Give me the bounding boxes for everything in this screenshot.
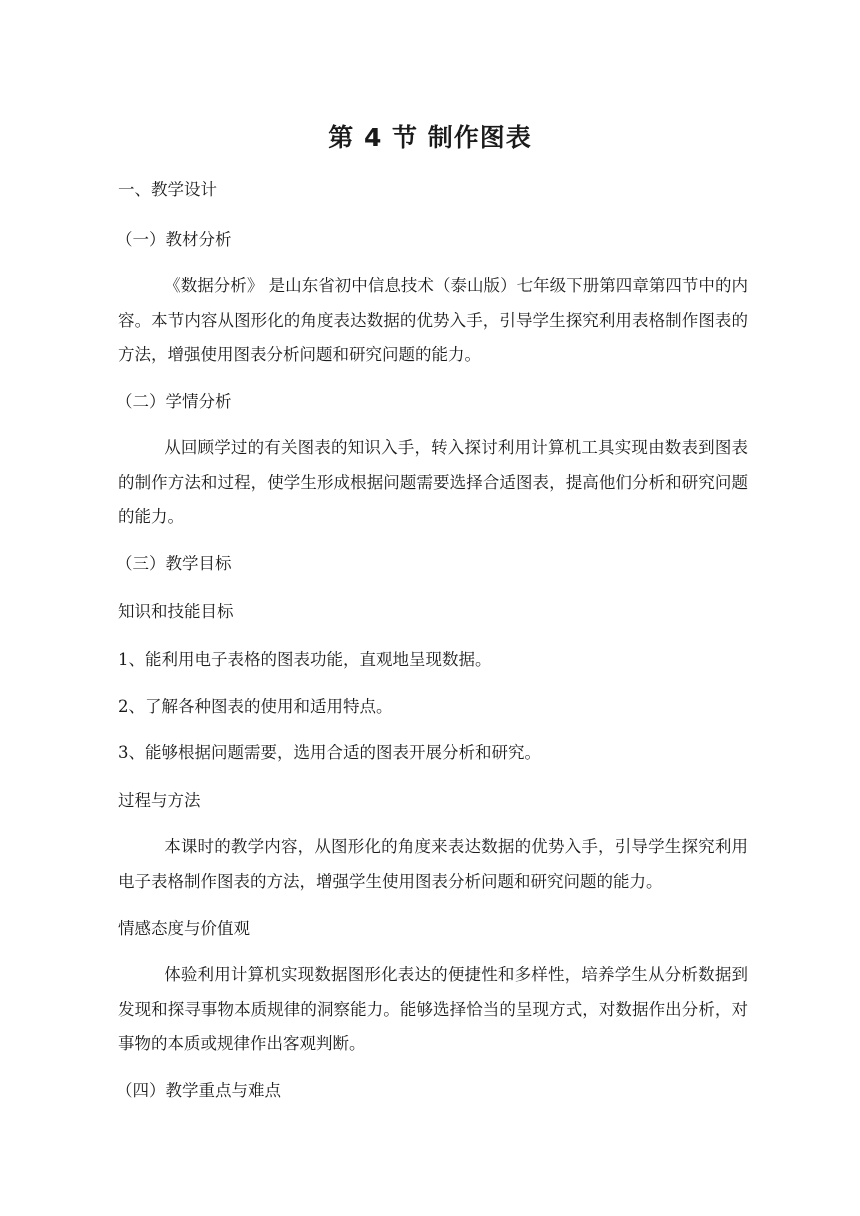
- heading-teaching-design: 一、教学设计: [118, 180, 217, 199]
- knowledge-skills-heading: 知识和技能目标: [118, 602, 234, 621]
- page-title: 第 4 节 制作图表: [328, 123, 532, 152]
- section-heading-teaching-goals: （三）教学目标: [116, 554, 232, 573]
- process-method-heading: 过程与方法: [118, 791, 201, 810]
- emotion-values-paragraph: 体验利用计算机实现数据图形化表达的便捷性和多样性，培养学生从分析数据到发现和探寻事物本质规律的洞察能力。能够选择恰当的呈现方式，对数据作出分析，对事物的本质或规律作出客观判断。: [118, 965, 748, 1053]
- goal-item-3: 3、能够根据问题需要，选用合适的图表开展分析和研究。: [118, 743, 541, 762]
- textbook-analysis-paragraph: 《数据分析》 是山东省初中信息技术（泰山版）七年级下册第四章第四节中的内容。本节内容从图形化的角度表达数据的优势入手，引导学生探究利用表格制作图表的方法，增强使用图表分析问题和研究问题的能力。: [118, 276, 748, 364]
- section-heading-student-analysis: （二）学情分析: [116, 392, 232, 411]
- goal-item-2: 2、了解各种图表的使用和适用特点。: [118, 697, 393, 716]
- process-method-paragraph: 本课时的教学内容，从图形化的角度来表达数据的优势入手，引导学生探究利用电子表格制作图表的方法，增强学生使用图表分析问题和研究问题的能力。: [118, 837, 748, 891]
- section-heading-key-difficult-points: （四）教学重点与难点: [116, 1081, 281, 1100]
- student-analysis-paragraph: 从回顾学过的有关图表的知识入手，转入探讨利用计算机工具实现由数表到图表的制作方法和过程，使学生形成根据问题需要选择合适图表，提高他们分析和研究问题的能力。: [118, 438, 748, 526]
- section-heading-textbook-analysis: （一）教材分析: [116, 230, 232, 249]
- emotion-values-heading: 情感态度与价值观: [118, 919, 250, 938]
- goal-item-1: 1、能利用电子表格的图表功能，直观地呈现数据。: [118, 650, 492, 669]
